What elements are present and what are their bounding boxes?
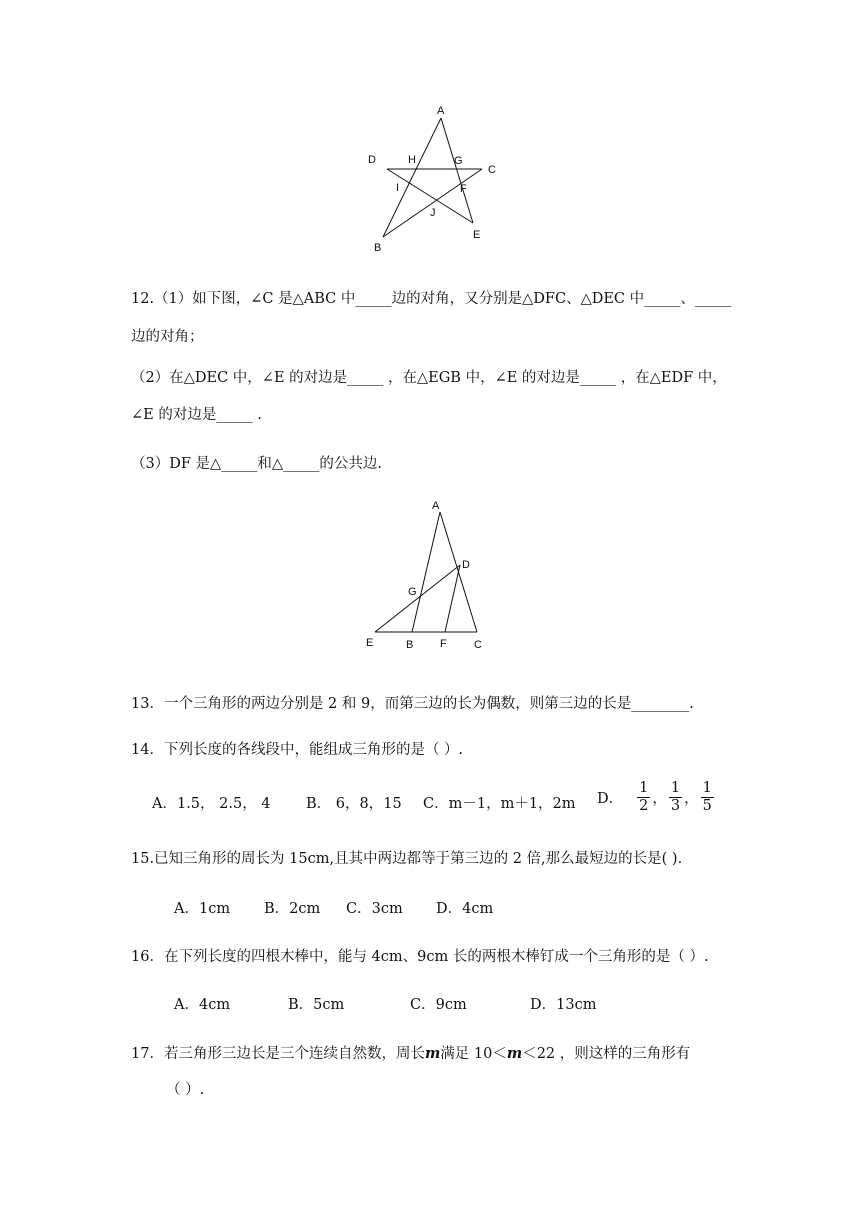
segment-ab <box>383 118 441 237</box>
q17-text-b: 满足 10＜ <box>440 1046 507 1062</box>
q14-option-d-prefix: D． <box>597 790 624 807</box>
q16-option-a: A．4cm <box>174 997 231 1013</box>
label-g: G <box>454 155 463 167</box>
label-f: F <box>440 638 447 650</box>
q14-text: 14．下列长度的各线段中，能组成三角形的是（ ）. <box>131 742 464 758</box>
label-b: B <box>374 242 382 254</box>
label-c: C <box>474 639 482 651</box>
label-f: F <box>460 183 467 195</box>
q17-line-1 <box>131 1042 690 1063</box>
q12-line-1: 12.（1）如下图，∠C 是△ABC 中_____边的对角，又分别是△DFC、△DEC 中_____、_____ <box>131 291 732 307</box>
q12-line-3: （2）在△DEC 中，∠E 的对边是_____ ，在△EGB 中，∠E 的对边是_____ ，在△EDF 中， <box>131 370 727 386</box>
label-h: H <box>408 154 416 166</box>
label-a: A <box>437 105 445 117</box>
q12-line-2: 边的对角； <box>131 329 204 345</box>
q17-text-c: ＜22 ，则这样的三角形有 <box>522 1046 691 1062</box>
segment-ab <box>412 512 440 632</box>
q15-option-d: D．4cm <box>436 901 494 917</box>
label-g: G <box>408 586 417 598</box>
fraction-2: $\frac{1}{3}$ <box>670 780 681 814</box>
label-d: D <box>368 154 376 166</box>
label-d: D <box>462 559 470 571</box>
pentagram-figure <box>360 100 510 260</box>
segment-ae <box>441 118 473 223</box>
q17-variable-m: m <box>506 1045 523 1062</box>
label-e: E <box>366 637 374 649</box>
separator: ， <box>684 790 699 807</box>
q17-variable-m: m <box>424 1045 441 1062</box>
q15-text: 15.已知三角形的周长为 15cm,且其中两边都等于第三边的 2 倍,那么最短边的长是( ). <box>131 851 683 867</box>
q17-text-a: 17．若三角形三边长是三个连续自然数，周长 <box>131 1046 425 1062</box>
label-i: I <box>396 182 400 194</box>
q15-option-c: C．3cm <box>346 901 403 917</box>
q14-option-d <box>597 780 716 814</box>
label-a: A <box>432 500 440 512</box>
label-b: B <box>406 639 414 651</box>
q12-line-5: （3）DF 是△_____和△_____的公共边. <box>131 456 382 472</box>
label-j: J <box>430 207 436 219</box>
q14-option-b: B． 6，8，15 <box>306 796 402 812</box>
q16-option-c: C．9cm <box>410 997 467 1013</box>
label-c: C <box>488 164 496 176</box>
q15-option-b: B．2cm <box>264 901 321 917</box>
separator: ， <box>652 790 667 807</box>
q12-line-4: ∠E 的对边是_____ . <box>131 407 262 423</box>
triangle-figure <box>360 495 500 660</box>
q14-option-c: C．m－1，m＋1，2m <box>423 796 576 812</box>
fraction-1: $\frac{1}{2}$ <box>639 780 649 814</box>
q16-option-b: B．5cm <box>288 997 345 1013</box>
q17-line-2: （ ）. <box>166 1082 205 1098</box>
q13-text: 13．一个三角形的两边分别是 2 和 9，而第三边的长为偶数，则第三边的长是________. <box>131 696 694 712</box>
q16-text: 16．在下列长度的四根木棒中，能与 4cm、9cm 长的两根木棒钉成一个三角形的是（ ）. <box>131 949 709 965</box>
label-e: E <box>473 229 481 241</box>
fraction-3: $\frac{1}{5}$ <box>702 780 712 814</box>
q16-option-d: D．13cm <box>530 997 597 1013</box>
q15-option-a: A．1cm <box>174 901 231 917</box>
q14-option-a: A．1.5， 2.5， 4 <box>152 796 271 812</box>
